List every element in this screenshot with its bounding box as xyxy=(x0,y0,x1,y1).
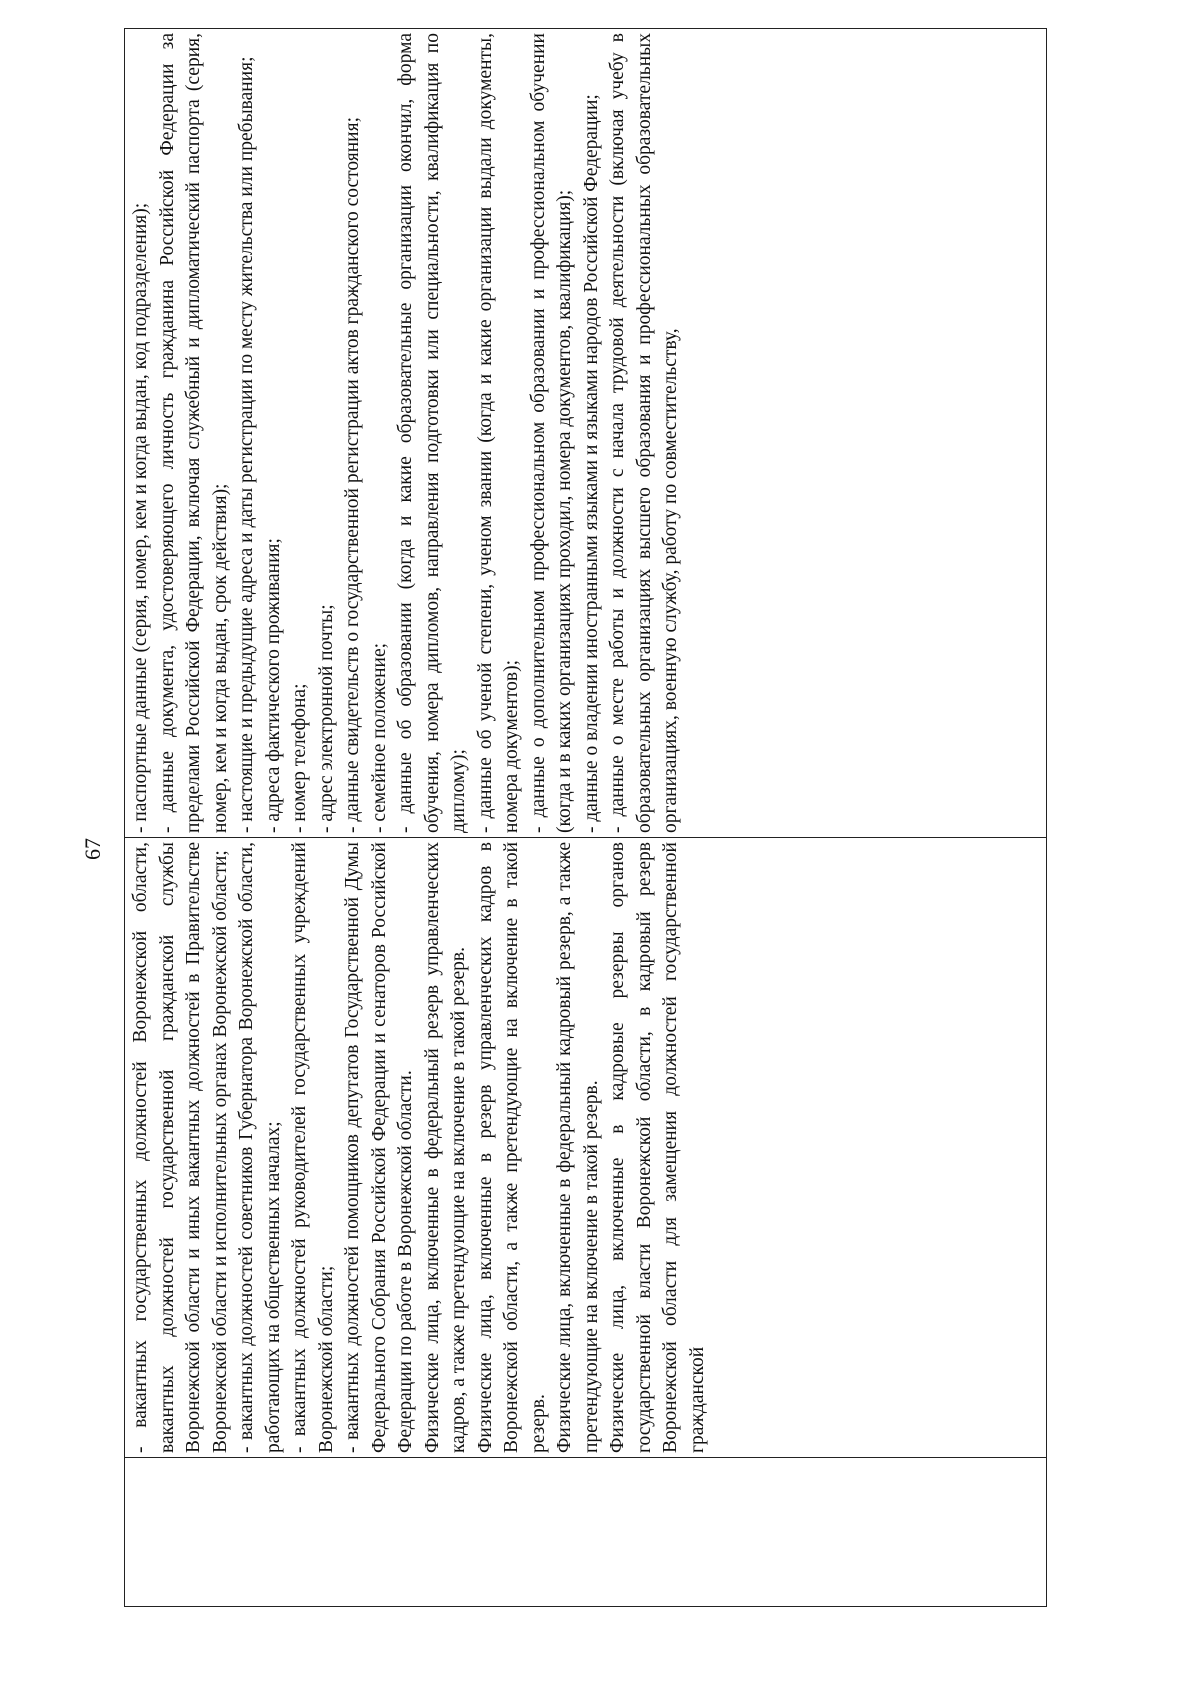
right-cell xyxy=(125,29,1047,838)
middle-paragraph: - вакантных должностей помощников депутатов Государственной Думы Федерального Собрания Российской Федерации и сенаторов Российской Федерации по работе в Воронежской области. xyxy=(342,842,416,1453)
page-number: 67 xyxy=(80,838,105,860)
data-table xyxy=(124,28,1047,1607)
middle-paragraph: - вакантных государственных должностей Воронежской области, вакантных должностей государственной гражданской службы Воронежской области и иных вакантных должностей в Правительстве Воронежской области и исполнительных органах Воронежской области; xyxy=(130,842,231,1453)
right-paragraph: - паспортные данные (серия, номер, кем и когда выдан, код подразделения); xyxy=(130,202,151,833)
empty-cell xyxy=(125,1458,1047,1607)
right-paragraph: - адрес электронной почты; xyxy=(315,604,337,833)
right-paragraph: - данные о владении иностранными языками и языками народов Российской Федерации; xyxy=(580,94,602,833)
rotated-table-wrapper xyxy=(124,33,1047,1607)
middle-paragraph: - вакантных должностей руководителей государственных учреждений Воронежской области; xyxy=(289,842,337,1453)
right-paragraph: - настоящие и предыдущие адреса и даты регистрации по месту жительства или пребывания; xyxy=(236,56,257,833)
right-paragraph: - адреса фактического проживания; xyxy=(262,538,284,833)
middle-cell xyxy=(125,838,1047,1458)
right-paragraph: - данные об образовании (когда и какие образовательные организации окончил, форма обучения, номера дипломов, направления подготовки или специальности, квалификация по диплому); xyxy=(395,33,469,833)
right-paragraph: - данные свидетельств о государственной регистрации актов гражданского состояния; xyxy=(342,117,363,833)
right-paragraph: - данные о дополнительном профессиональном образовании и профессиональном обучении (когда и в каких организациях проходил, номера документов, квалификация); xyxy=(527,33,575,833)
middle-paragraph: - вакантных должностей советников Губернатора Воронежской области, работающих на общественных началах; xyxy=(236,842,284,1453)
right-paragraph: - номер телефона; xyxy=(289,683,310,833)
middle-paragraph: Физические лица, включенные в кадровые резервы органов государственной власти Воронежской области, в кадровый резерв Воронежской области для замещения должностей государственной гражданской xyxy=(607,842,708,1453)
middle-paragraph: Физические лица, включенные в федеральный кадровый резерв, а также претендующие на включение в такой резерв. xyxy=(554,842,602,1453)
middle-paragraph: Физические лица, включенные в федеральный резерв управленческих кадров, а также претендующие на включение в такой резерв. xyxy=(421,842,469,1453)
middle-paragraph: Физические лица, включенные в резерв управленческих кадров в Воронежской области, а также претендующие на включение в такой резерв. xyxy=(474,842,549,1453)
right-paragraph: - данные о месте работы и должности с начала трудовой деятельности (включая учебу в образовательных организациях высшего образования и профессиональных образовательных организациях, военную службу, работу по совместительству, xyxy=(607,33,681,833)
right-paragraph: - семейное положение; xyxy=(368,642,390,833)
right-paragraph: - данные об ученой степени, ученом звании (когда и какие организации выдали документы, номера документов); xyxy=(474,33,522,833)
right-paragraph: - данные документа, удостоверяющего личность гражданина Российской Федерации за пределами Российской Федерации, включая служебный и дипломатический паспорта (серия, номер, кем и когда выдан, срок действия); xyxy=(156,33,231,833)
table-row xyxy=(125,29,1047,1607)
